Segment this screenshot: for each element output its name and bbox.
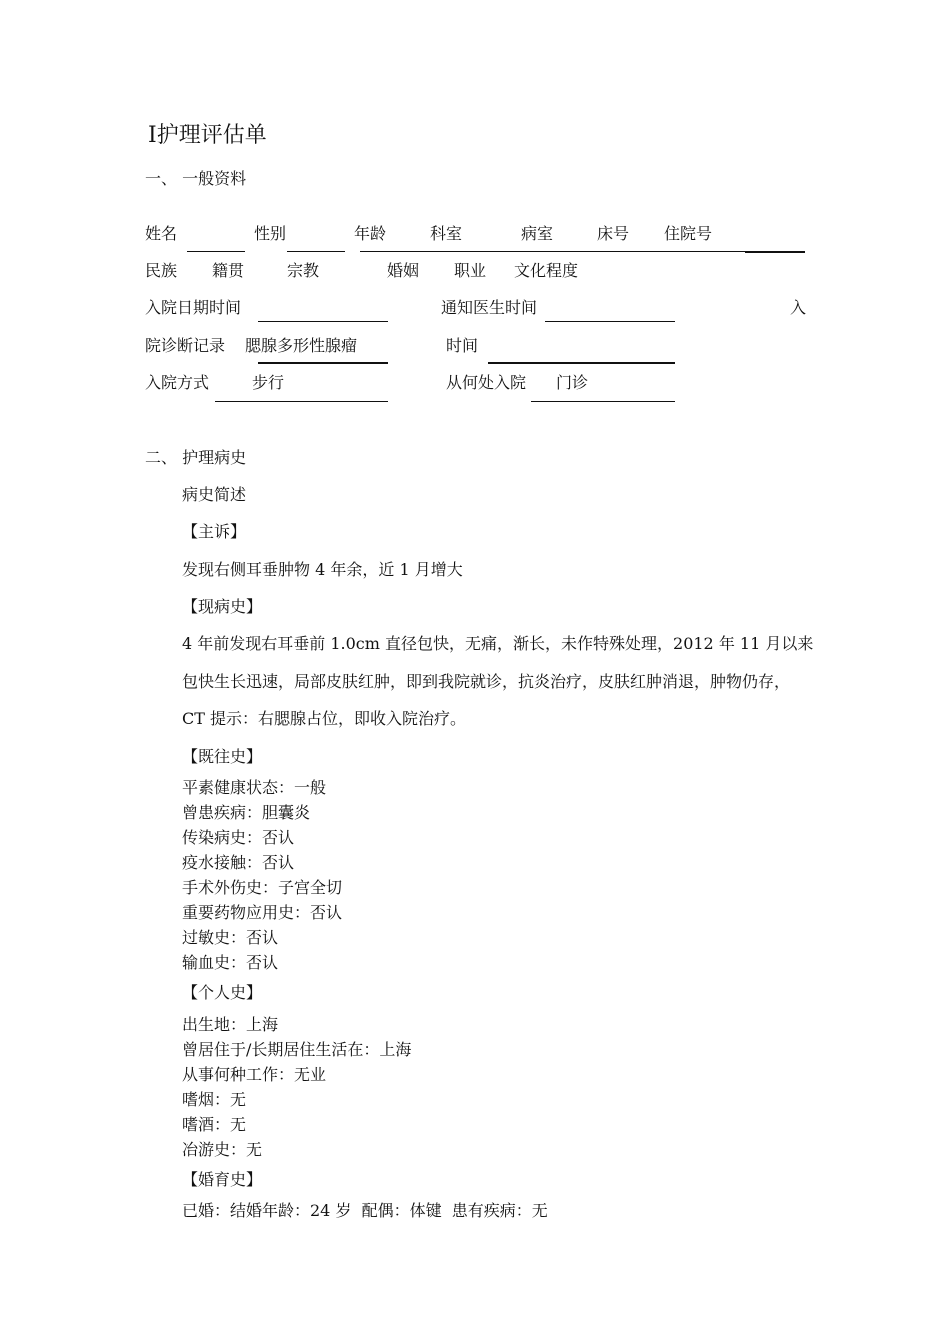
section1-heading: 一、 一般资料 [145, 169, 247, 188]
marital-history-text: 已婚：结婚年龄：24 岁 配偶：体键 患有疾病：无 [182, 1201, 548, 1220]
field-age[interactable] [360, 251, 500, 252]
field-gender[interactable] [287, 251, 345, 252]
list-item: 嗜酒：无 [182, 1115, 247, 1134]
list-item: 曾居住于/长期居住生活在：上海 [182, 1040, 412, 1059]
list-item: 手术外伤史：子宫全切 [182, 878, 343, 897]
label-ethnicity: 民族 [145, 261, 178, 280]
present-illness-line: 包快生长迅速，局部皮肤红肿，即到我院就诊，抗炎治疗，皮肤红肿消退，肿物仍存， [182, 672, 791, 691]
label-age: 年龄 [354, 224, 387, 243]
history-brief-label: 病史简述 [182, 485, 247, 504]
present-illness-line: CT 提示：右腮腺占位，即收入院治疗。 [182, 709, 467, 728]
label-name: 姓名 [145, 224, 178, 243]
field-department[interactable] [500, 251, 595, 252]
list-item: 传染病史：否认 [182, 828, 295, 847]
past-history-label: 【既往史】 [182, 747, 263, 766]
list-item: 冶游史：无 [182, 1140, 263, 1159]
list-item: 输血史：否认 [182, 953, 279, 972]
label-gender: 性别 [254, 224, 287, 243]
value-admit-from: 门诊 [556, 373, 589, 392]
form-title: Ⅰ护理评估单 [148, 123, 267, 148]
marital-history-label: 【婚育史】 [182, 1170, 263, 1189]
label-diag-prefix: 入 [790, 298, 807, 317]
label-ward: 病室 [521, 224, 554, 243]
section2-heading: 二、 护理病史 [145, 448, 247, 467]
past-history-list [182, 775, 342, 975]
label-admission-no: 住院号 [664, 224, 713, 243]
list-item: 嗜烟：无 [182, 1090, 247, 1109]
label-diagnosis-record: 院诊断记录 [145, 336, 226, 355]
list-item: 疫水接触：否认 [182, 853, 295, 872]
list-item: 过敏史：否认 [182, 928, 279, 947]
present-illness-line: 4 年前发现右耳垂前 1.0cm 直径包快，无痛，渐长，未作特殊处理，2012 年 11 月以来 [182, 634, 814, 653]
field-time[interactable] [488, 362, 675, 364]
field-admit-datetime[interactable] [258, 321, 388, 322]
label-time: 时间 [446, 336, 479, 355]
field-ward[interactable] [595, 251, 745, 252]
label-religion: 宗教 [287, 261, 320, 280]
list-item: 平素健康状态：一般 [182, 778, 327, 797]
label-notify-doctor-time: 通知医生时间 [441, 298, 538, 317]
value-diagnosis: 腮腺多形性腺瘤 [245, 336, 358, 355]
label-education: 文化程度 [514, 261, 579, 280]
field-admission-no[interactable] [745, 251, 805, 253]
list-item: 曾患疾病：胆囊炎 [182, 803, 311, 822]
label-occupation: 职业 [454, 261, 487, 280]
value-admit-method: 步行 [252, 373, 285, 392]
list-item: 出生地：上海 [182, 1015, 279, 1034]
personal-history-label: 【个人史】 [182, 983, 263, 1002]
label-admit-datetime: 入院日期时间 [145, 298, 242, 317]
list-item: 从事何种工作：无业 [182, 1065, 327, 1084]
personal-history-list [182, 1012, 411, 1162]
chief-complaint-text: 发现右侧耳垂肿物 4 年余，近 1 月增大 [182, 560, 463, 579]
label-bed: 床号 [597, 224, 630, 243]
label-department: 科室 [430, 224, 463, 243]
field-notify-doctor-time[interactable] [545, 321, 675, 322]
field-diagnosis[interactable] [258, 362, 388, 364]
chief-complaint-label: 【主诉】 [182, 522, 247, 541]
label-marriage: 婚姻 [387, 261, 420, 280]
label-admit-from: 从何处入院 [446, 373, 527, 392]
list-item: 重要药物应用史：否认 [182, 903, 343, 922]
field-admit-from[interactable] [531, 401, 675, 402]
present-illness-label: 【现病史】 [182, 597, 263, 616]
label-admit-method: 入院方式 [145, 373, 210, 392]
field-admit-method[interactable] [215, 401, 388, 402]
field-name[interactable] [187, 251, 245, 252]
label-native-place: 籍贯 [212, 261, 245, 280]
